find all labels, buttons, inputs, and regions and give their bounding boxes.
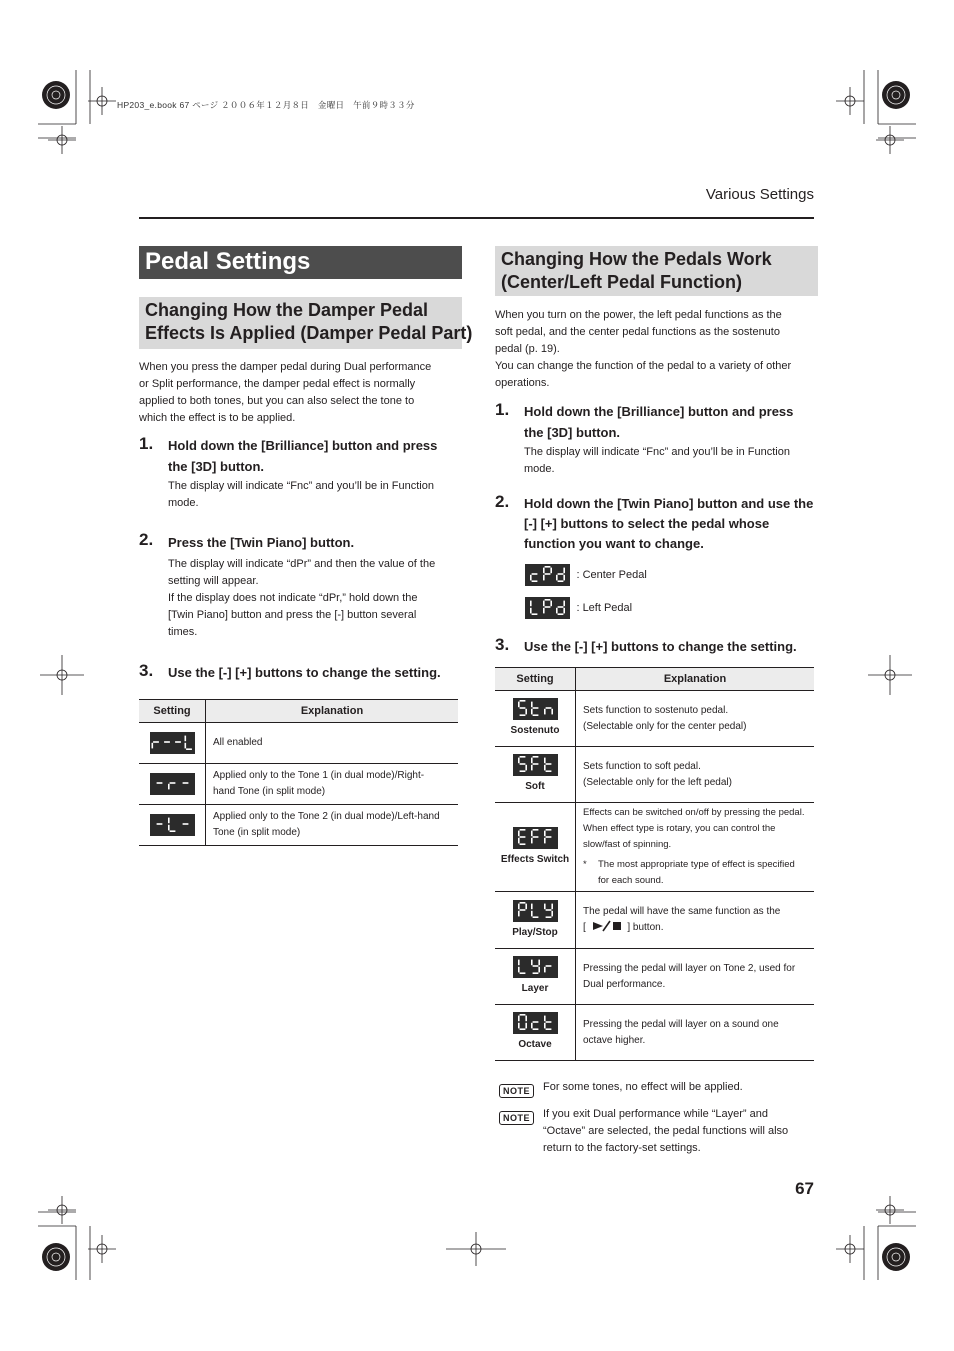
lcd-segment	[525, 1023, 527, 1029]
left-section-title-line: Effects Is Applied (Damper Pedal Part)	[145, 323, 473, 343]
lcd-segment	[531, 765, 533, 771]
lcd-segment	[184, 736, 186, 742]
lcd-segment	[532, 580, 538, 582]
explanation-line: Pressing the pedal will layer on a sound one	[583, 1018, 779, 1030]
step-description	[168, 478, 434, 512]
lcd-segment	[519, 972, 525, 974]
step-instruction	[168, 663, 441, 684]
note-line: If you exit Dual performance while “Layer” and	[543, 1108, 768, 1120]
lcd-segment	[519, 902, 525, 904]
note-line: “Octave” are selected, the pedal functions will also	[543, 1125, 789, 1137]
note-2-text	[543, 1106, 788, 1157]
lcd-segment	[545, 916, 551, 918]
step-number: 1.	[495, 400, 510, 419]
page-number: 67	[795, 1179, 814, 1198]
explanation-line: Applied only to the Tone 1 (in dual mode)/Right-	[213, 770, 425, 781]
lcd-segment	[532, 836, 538, 838]
lcd-segment	[531, 960, 533, 966]
lcd-segment	[518, 1023, 520, 1029]
lcd-segment	[532, 965, 538, 967]
step-line: Hold down the [Twin Piano] button and use the	[524, 496, 814, 511]
lcd-segment	[532, 573, 538, 575]
play-stop-icon	[589, 920, 625, 932]
desc-line: The display will indicate “dPr” and then the value of the	[168, 558, 436, 570]
lcd-segment	[545, 566, 551, 568]
step-line: the [3D] button.	[524, 424, 621, 440]
step-line: Hold down the [Brilliance] button and press	[524, 404, 794, 419]
lcd-display	[513, 956, 558, 978]
lcd-segment	[544, 1016, 546, 1022]
lcd-segment	[551, 709, 553, 715]
intro-line: applied to both tones, but you can also select the tone to	[139, 395, 415, 407]
lcd-segment	[182, 782, 188, 784]
lcd-segment	[558, 573, 564, 575]
lcd-segment	[184, 743, 186, 749]
table-row	[495, 691, 814, 747]
lcd-segment	[532, 613, 538, 615]
lcd-segment	[186, 748, 192, 750]
setting-name: Octave	[518, 1039, 552, 1050]
running-head: Various Settings	[705, 186, 814, 203]
lcd-display	[513, 698, 558, 720]
lcd-segment	[544, 837, 546, 843]
lcd-segment	[168, 818, 170, 824]
lcd-segment	[558, 606, 564, 608]
lcd-display	[513, 754, 558, 776]
lcd-segment	[545, 1021, 551, 1023]
lcd-segment	[551, 903, 553, 909]
desc-line: times.	[168, 626, 198, 638]
lcd-segment	[556, 575, 558, 581]
lcd-segment	[545, 573, 551, 575]
explanation-line: Dual performance.	[583, 978, 666, 990]
lcd-segment	[544, 709, 546, 715]
lcd-segment	[530, 575, 532, 581]
step-instruction	[168, 533, 354, 554]
lcd-display	[150, 732, 195, 754]
pedal-option-left	[525, 597, 632, 619]
intro-line: soft pedal, and the center pedal functions as the sostenuto	[495, 326, 780, 338]
lcd-segment	[531, 758, 533, 764]
step-line: function you want to change.	[524, 536, 704, 551]
lcd-segment	[518, 702, 520, 708]
lcd-segment	[519, 770, 525, 772]
lcd-segment	[558, 613, 564, 615]
lcd-segment	[545, 763, 551, 765]
desc-line: If the display does not indicate “dPr,” hold down the	[168, 592, 418, 604]
lcd-display	[513, 900, 558, 922]
lcd-segment	[531, 702, 533, 708]
explanation-line: Pressing the pedal will layer on Tone 2, used for	[583, 962, 796, 974]
intro-line: You can change the function of the pedal to a variety of other	[495, 360, 792, 372]
footnote	[583, 857, 814, 889]
note-2	[499, 1108, 534, 1126]
setting-name: Sostenuto	[510, 725, 560, 736]
lcd-segment	[156, 823, 162, 825]
table-row	[495, 747, 814, 803]
lcd-segment	[544, 830, 546, 836]
desc-line: mode.	[524, 463, 555, 475]
lcd-segment	[518, 967, 520, 973]
footnote-marker: *	[583, 859, 587, 870]
lcd-segment	[151, 743, 153, 749]
lcd-segment	[545, 770, 551, 772]
lcd-segment	[563, 575, 565, 581]
intro-line: When you press the damper pedal during Dual performance	[139, 361, 432, 373]
lcd-segment	[153, 741, 159, 743]
lcd-segment	[518, 1016, 520, 1022]
lcd-segment	[551, 910, 553, 916]
table-header: Setting	[495, 668, 576, 691]
lcd-segment	[532, 916, 538, 918]
lcd-segment	[545, 909, 551, 911]
lcd-segment	[518, 830, 520, 836]
lcd-segment	[518, 837, 520, 843]
lcd-segment	[525, 765, 527, 771]
lcd-segment	[545, 1028, 551, 1030]
setting-name: Soft	[525, 781, 545, 792]
pedal-option-center	[525, 564, 647, 586]
lcd-segment	[532, 972, 538, 974]
lcd-segment	[544, 758, 546, 764]
lcd-segment	[538, 967, 540, 973]
lcd-segment	[545, 599, 551, 601]
lcd-display	[513, 827, 558, 849]
table-row	[139, 723, 458, 764]
note-1-text	[543, 1079, 743, 1096]
lcd-segment	[545, 707, 551, 709]
explanation-line: Applied only to the Tone 2 (in dual mode)/Left-hand	[213, 811, 440, 822]
right-section-title	[495, 246, 818, 296]
lcd-segment	[519, 843, 525, 845]
lcd-segment	[545, 829, 551, 831]
lcd-segment	[168, 825, 170, 831]
lcd-segment	[538, 960, 540, 966]
left-section-title-line: Changing How the Damper Pedal	[145, 300, 429, 320]
lcd-segment	[525, 1016, 527, 1022]
lcd-segment	[519, 829, 525, 831]
lcd-display	[525, 597, 570, 619]
intro-line: pedal (p. 19).	[495, 343, 560, 355]
note-badge: NOTE	[499, 1084, 534, 1098]
step-instruction	[168, 436, 437, 477]
lcd-segment	[168, 784, 170, 790]
pedal-option-label: : Left Pedal	[576, 601, 633, 614]
lcd-segment	[164, 741, 170, 743]
lcd-segment	[531, 830, 533, 836]
lcd-segment	[519, 1028, 525, 1030]
table-row	[139, 764, 458, 805]
explanation-line: When effect type is rotary, you can control the	[583, 823, 776, 834]
explanation-line: Sets function to soft pedal.	[583, 760, 701, 772]
lcd-segment	[543, 575, 545, 581]
lcd-segment	[519, 700, 525, 702]
lcd-segment	[532, 707, 538, 709]
explanation-line: All enabled	[213, 737, 263, 748]
intro-line: or Split performance, the damper pedal effect is normally	[139, 378, 416, 390]
step-line: Press the [Twin Piano] button.	[168, 535, 355, 550]
lcd-display	[513, 1012, 558, 1034]
step-instruction	[524, 494, 813, 554]
lcd-segment	[543, 601, 545, 607]
explanation-bracket: [	[583, 922, 586, 933]
lcd-segment	[156, 782, 162, 784]
note-badge: NOTE	[499, 1111, 534, 1125]
lcd-display	[150, 773, 195, 795]
lcd-segment	[544, 1023, 546, 1029]
lcd-segment	[545, 965, 551, 967]
desc-line: The display will indicate “Fnc” and you’ll be in Function	[524, 446, 790, 458]
right-intro	[495, 307, 791, 392]
table-row	[495, 892, 814, 949]
step-line: the [3D] button.	[168, 458, 265, 474]
lcd-segment	[525, 709, 527, 715]
lcd-segment	[519, 909, 525, 911]
lcd-segment	[544, 967, 546, 973]
lcd-segment	[532, 1021, 538, 1023]
explanation-line: slow/fast of spinning.	[583, 839, 672, 850]
step-description	[168, 556, 435, 641]
lcd-segment	[532, 714, 538, 716]
table-row	[139, 805, 458, 846]
lcd-segment	[550, 601, 552, 607]
explanation-line: The pedal will have the same function as the	[583, 906, 781, 917]
desc-line: mode.	[168, 497, 199, 509]
setting-name: Play/Stop	[512, 926, 558, 938]
lcd-segment	[531, 1023, 533, 1029]
lcd-segment	[563, 601, 565, 607]
lcd-segment	[532, 1028, 538, 1030]
lcd-segment	[550, 568, 552, 574]
explanation-tail: ] button.	[627, 922, 664, 933]
explanation-line: Tone (in split mode)	[213, 827, 301, 838]
lcd-segment	[169, 782, 175, 784]
lcd-segment	[556, 608, 558, 614]
lcd-segment	[530, 608, 532, 614]
note-line: return to the factory-set settings.	[543, 1142, 701, 1154]
lcd-segment	[169, 830, 175, 832]
lcd-segment	[558, 580, 564, 582]
damper-pedal-table	[139, 699, 458, 846]
lcd-segment	[544, 765, 546, 771]
lcd-segment	[175, 741, 181, 743]
lcd-segment	[518, 758, 520, 764]
step-number: 3.	[495, 635, 510, 654]
step-line: Use the [-] [+] buttons to change the setting.	[168, 665, 441, 680]
step-instruction	[524, 637, 797, 658]
table-row	[495, 949, 814, 1005]
table-header: Explanation	[206, 700, 459, 723]
left-intro	[139, 359, 431, 427]
explanation-line: (Selectable only for the center pedal)	[583, 720, 747, 732]
step-number: 1.	[139, 434, 154, 453]
lcd-segment	[563, 608, 565, 614]
lcd-segment	[532, 829, 538, 831]
lcd-segment	[544, 903, 546, 909]
explanation-line: (Selectable only for the left pedal)	[583, 776, 732, 788]
lcd-segment	[525, 903, 527, 909]
step-line: Use the [-] [+] buttons to change the setting.	[524, 639, 797, 654]
intro-line: operations.	[495, 377, 550, 389]
setting-name: Layer	[521, 983, 549, 994]
intro-line: When you turn on the power, the left pedal functions as the	[495, 309, 782, 321]
lcd-segment	[182, 823, 188, 825]
desc-line: The display will indicate “Fnc” and you’ll be in Function	[168, 480, 434, 492]
step-number: 3.	[139, 661, 154, 680]
right-section-title-line: Changing How the Pedals Work	[501, 249, 772, 269]
lcd-segment	[532, 763, 538, 765]
step-instruction	[524, 402, 793, 443]
setting-name: Effects Switch	[500, 853, 570, 865]
left-section-title	[139, 297, 473, 349]
intro-line: which the effect is to be applied.	[139, 412, 296, 424]
lcd-segment	[532, 756, 538, 758]
explanation-line: Effects can be switched on/off by pressing the pedal.	[583, 807, 805, 818]
step-number: 2.	[139, 530, 154, 549]
lcd-segment	[518, 960, 520, 966]
step-number: 2.	[495, 492, 510, 511]
lcd-segment	[531, 910, 533, 916]
lcd-segment	[545, 606, 551, 608]
lcd-segment	[518, 903, 520, 909]
explanation-line: Sets function to sostenuto pedal.	[583, 704, 729, 716]
desc-line: setting will appear.	[168, 575, 259, 587]
lcd-segment	[545, 836, 551, 838]
step-line: [-] [+] buttons to select the pedal whose	[524, 516, 770, 531]
lcd-segment	[519, 1014, 525, 1016]
lcd-segment	[530, 601, 532, 607]
pedal-function-table	[495, 667, 814, 1061]
header-rule	[139, 217, 814, 219]
print-info: HP203_e.book 67 ページ ２００６年１２月８日 金曜日 午前９時３３分	[117, 100, 415, 110]
step-line: Hold down the [Brilliance] button and press	[168, 438, 438, 453]
footnote-line: The most appropriate type of effect is specified	[598, 859, 795, 870]
lcd-display	[525, 564, 570, 586]
table-row	[495, 1005, 814, 1061]
step-description	[524, 444, 790, 478]
lcd-segment	[519, 763, 525, 765]
lcd-segment	[543, 568, 545, 574]
right-section-title-line: (Center/Left Pedal Function)	[501, 272, 743, 292]
lcd-display	[150, 814, 195, 836]
lcd-segment	[531, 709, 533, 715]
lcd-segment	[519, 756, 525, 758]
lcd-segment	[519, 707, 525, 709]
table-header: Setting	[139, 700, 206, 723]
pedal-option-label: : Center Pedal	[576, 568, 647, 581]
desc-line: [Twin Piano] button and press the [-] button several	[168, 609, 417, 621]
note-1	[499, 1081, 534, 1099]
table-row	[495, 803, 814, 892]
explanation-line: hand Tone (in split mode)	[213, 786, 326, 797]
lcd-segment	[519, 714, 525, 716]
page-title: Pedal Settings	[139, 246, 462, 279]
lcd-segment	[563, 568, 565, 574]
explanation-line	[583, 920, 814, 936]
note-line: For some tones, no effect will be applied.	[543, 1081, 743, 1093]
table-header: Explanation	[576, 668, 815, 691]
lcd-segment	[518, 910, 520, 916]
lcd-segment	[531, 903, 533, 909]
footnote-line: for each sound.	[598, 875, 664, 886]
lcd-segment	[519, 836, 525, 838]
lcd-segment	[543, 608, 545, 614]
explanation-line: octave higher.	[583, 1034, 646, 1046]
lcd-segment	[531, 837, 533, 843]
